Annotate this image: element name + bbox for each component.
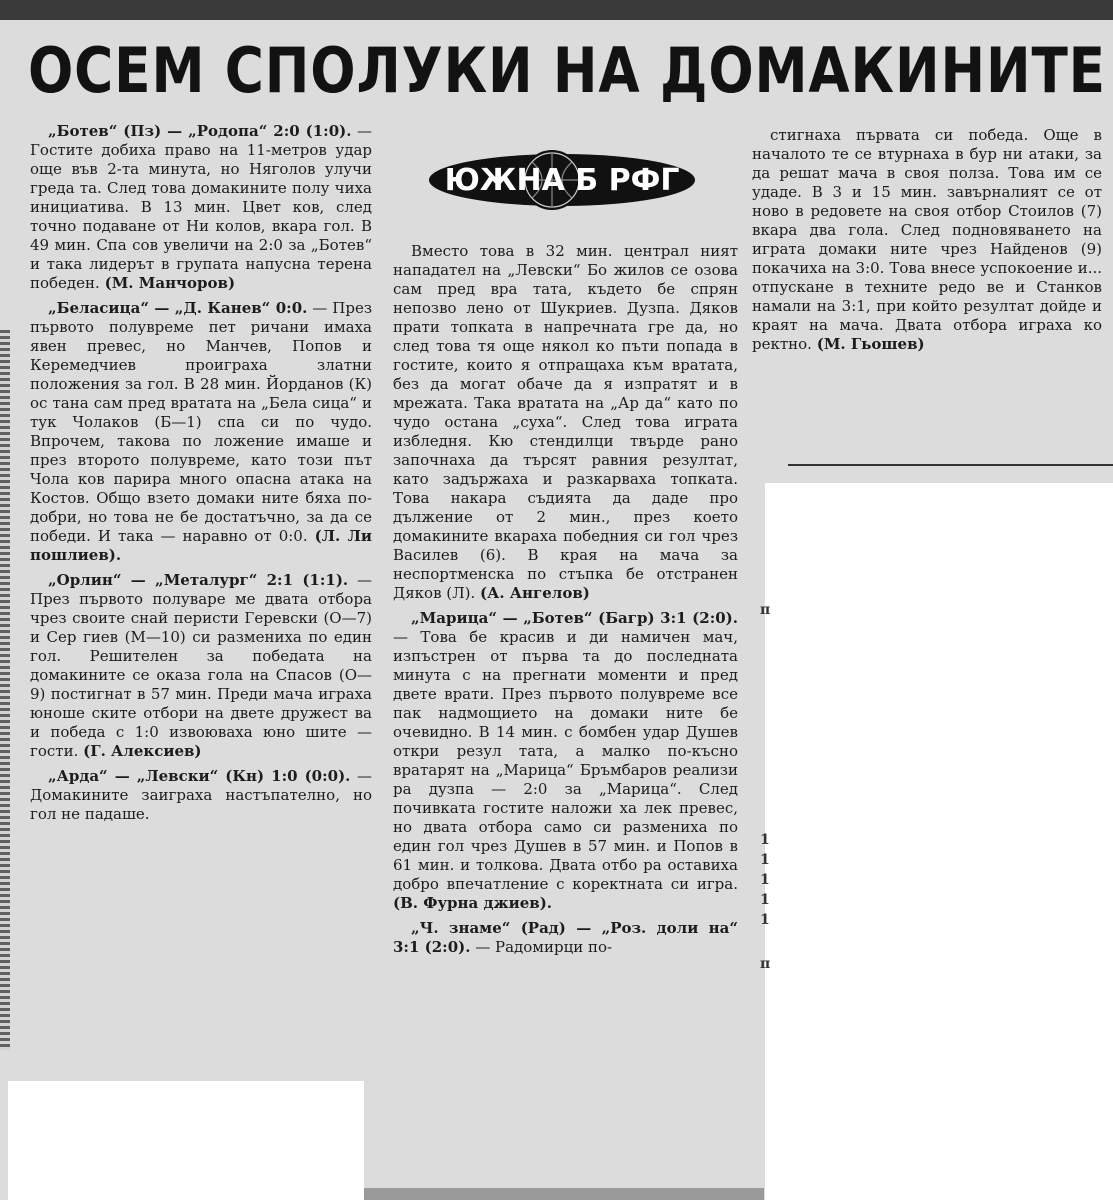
scan-edge — [0, 330, 10, 1050]
match-result: „Орлин“ — „Металург“ 2:1 (1:1). — [48, 571, 349, 589]
south-region-logo — [428, 148, 696, 212]
report-text: Вместо това в 32 мин. централ ният нападател на „Левски“ Бо жилов се озова сам пред вра тата, където бе спрян непозво лено от Шукриев. Дузпа. Дяков прати топката в напречната гре да, но след това тя още някол ко пъти попада в гостите, които я отпращаха към вратата, без да могат обаче да я изпратят и в мрежата. Така вратата на „Ар да“ като по чудо остана „суха“. След това играта избледня. Кю стендилци твърде рано започнаха да търсят равния резултат, като задържаха и разкарваха топката. Това накара съдията да даде про дължение от 2 мин., през което домакините вкараха победния си гол чрез Василев (6). В края на мача за неспортменска по стъпка бе отстранен Дяков (Л). — [393, 242, 738, 602]
author-signature: (В. Фурна джиев). — [393, 894, 553, 912]
author-signature: (М. Манчоров) — [104, 274, 236, 292]
blank-area-right — [765, 483, 1113, 1200]
report-text: — През първото полуваре ме двата отбора чрез своите снай перисти Геревски (О—7) и Сер гиев (М—10) си размениха по един гол. Решителен за победата на домакините се оказа гола на Спасов (О—9) постигнат в 57 мин. Преди мача играха юноше ските отбори на двете дружест ва и победа с 1:0 извоюваха юно шите — гости. — [30, 571, 372, 760]
author-signature: (А. Ангелов) — [480, 584, 590, 602]
page-title: ОСЕМ СПОЛУКИ НА ДОМАКИНИТЕ — [28, 34, 1106, 107]
report-text: — Домакините заиграха настъпателно, но гол не падаше. — [30, 767, 372, 823]
report-text: — Радомирци по- — [470, 938, 613, 956]
margin-mark: 1 — [760, 832, 770, 848]
report-text: — Гостите добиха право на 11-метров удар още във 2-та минута, но Няголов улучи греда та. След това домакините полу чиха инициатива. В 13 мин. Цвет ков, след точно подаване от Ни колов, вкара гол. В 49 мин. Спа сов увеличи на 2:0 за „Ботев“ и така лидерът в групата напусна терена победен. — [30, 122, 372, 292]
match-report — [30, 767, 372, 824]
match-report — [30, 299, 372, 565]
match-report — [30, 571, 372, 761]
match-result: „Ч. знаме“ (Рад) — „Роз. доли на“ 3:1 (2:0). — [393, 919, 738, 956]
match-report — [393, 242, 738, 603]
margin-mark: 1 — [760, 912, 770, 928]
match-result: „Ботев“ (Пз) — „Родопа“ 2:0 (1:0). — [48, 122, 352, 140]
match-result: „Беласица“ — „Д. Канев“ 0:0. — [48, 299, 308, 317]
match-result: „Марица“ — „Ботев“ (Багр) 3:1 (2:0). — [411, 609, 738, 627]
blank-area-bottom-left — [8, 1081, 364, 1200]
margin-mark: 1 — [760, 852, 770, 868]
margin-mark: 1 — [760, 892, 770, 908]
article-column-1 — [30, 122, 372, 1034]
margin-mark: п — [760, 956, 771, 972]
report-text: стигнаха първата си победа. Още в началото те се втурнаха в бур ни атаки, за да решат мача в своя полза. Това им се удаде. В 3 и 15 мин. завърналият се от ново в редовете на своя отбор Стоилов (7) вкара два гола. След подновяването на играта домаки ните чрез Найденов (9) покачиха на 3:0. Това внесе успокоение и... отпускане в техните редо ве и Станков намали на 3:1, при който резултат дойде и краят на мача. Двата отбора играха ко ректно. — [752, 126, 1102, 353]
margin-mark: п — [760, 602, 771, 618]
top-bar — [0, 0, 1113, 20]
match-report — [30, 122, 372, 293]
article-column-3 — [752, 126, 1102, 438]
author-signature: (М. Гьошев) — [816, 335, 925, 353]
author-signature: (Г. Алексиев) — [83, 742, 202, 760]
match-report — [393, 919, 738, 957]
margin-mark: 1 — [760, 872, 770, 888]
svg-text:ЮЖНА Б РФГ: ЮЖНА Б РФГ — [444, 163, 680, 198]
column-divider — [788, 464, 1113, 466]
match-report — [393, 609, 738, 913]
match-report — [752, 126, 1102, 354]
report-text: — През първото полувреме пет ричани имаха явен превес, но Манчев, Попов и Керемедчиев проиграха златни положения за гол. В 28 мин. Йорданов (К) ос тана сам пред вратата на „Бела сица“ и тук Чолаков (Б—1) спа си по чудо. Впрочем, такова по ложение имаше и през второто полувреме, като този път Чола ков парира много опасна атака на Костов. Общо взето домаки ните бяха по-добри, но това не бе достатъчно, за да се победи. И така — наравно от 0:0. — [30, 299, 372, 545]
article-column-2 — [393, 242, 738, 1182]
author-signature: (Л. Ли пошлиев). — [30, 527, 372, 564]
report-text: — Това бе красив и ди намичен мач, изпъстрен от първа та до последната минута с на прегнати моменти и пред двете врати. През първото полувреме все пак надмощието на домаки ните бе очевидно. В 14 мин. с бомбен удар Душев откри резул тата, а малко по-късно вратарят на „Марица“ Бръмбаров реализи ра дузпа — 2:0 за „Марица“. След почивката гостите наложи ха лек превес, но двата отбора само си размениха по един гол чрез Душев в 57 мин. и Попов в 61 мин. и толкова. Двата отбо ра оставиха добро впечатление с коректната си игра. — [393, 628, 738, 893]
match-result: „Арда“ — „Левски“ (Кн) 1:0 (0:0). — [48, 767, 351, 785]
scan-bottom-edge — [364, 1188, 764, 1200]
